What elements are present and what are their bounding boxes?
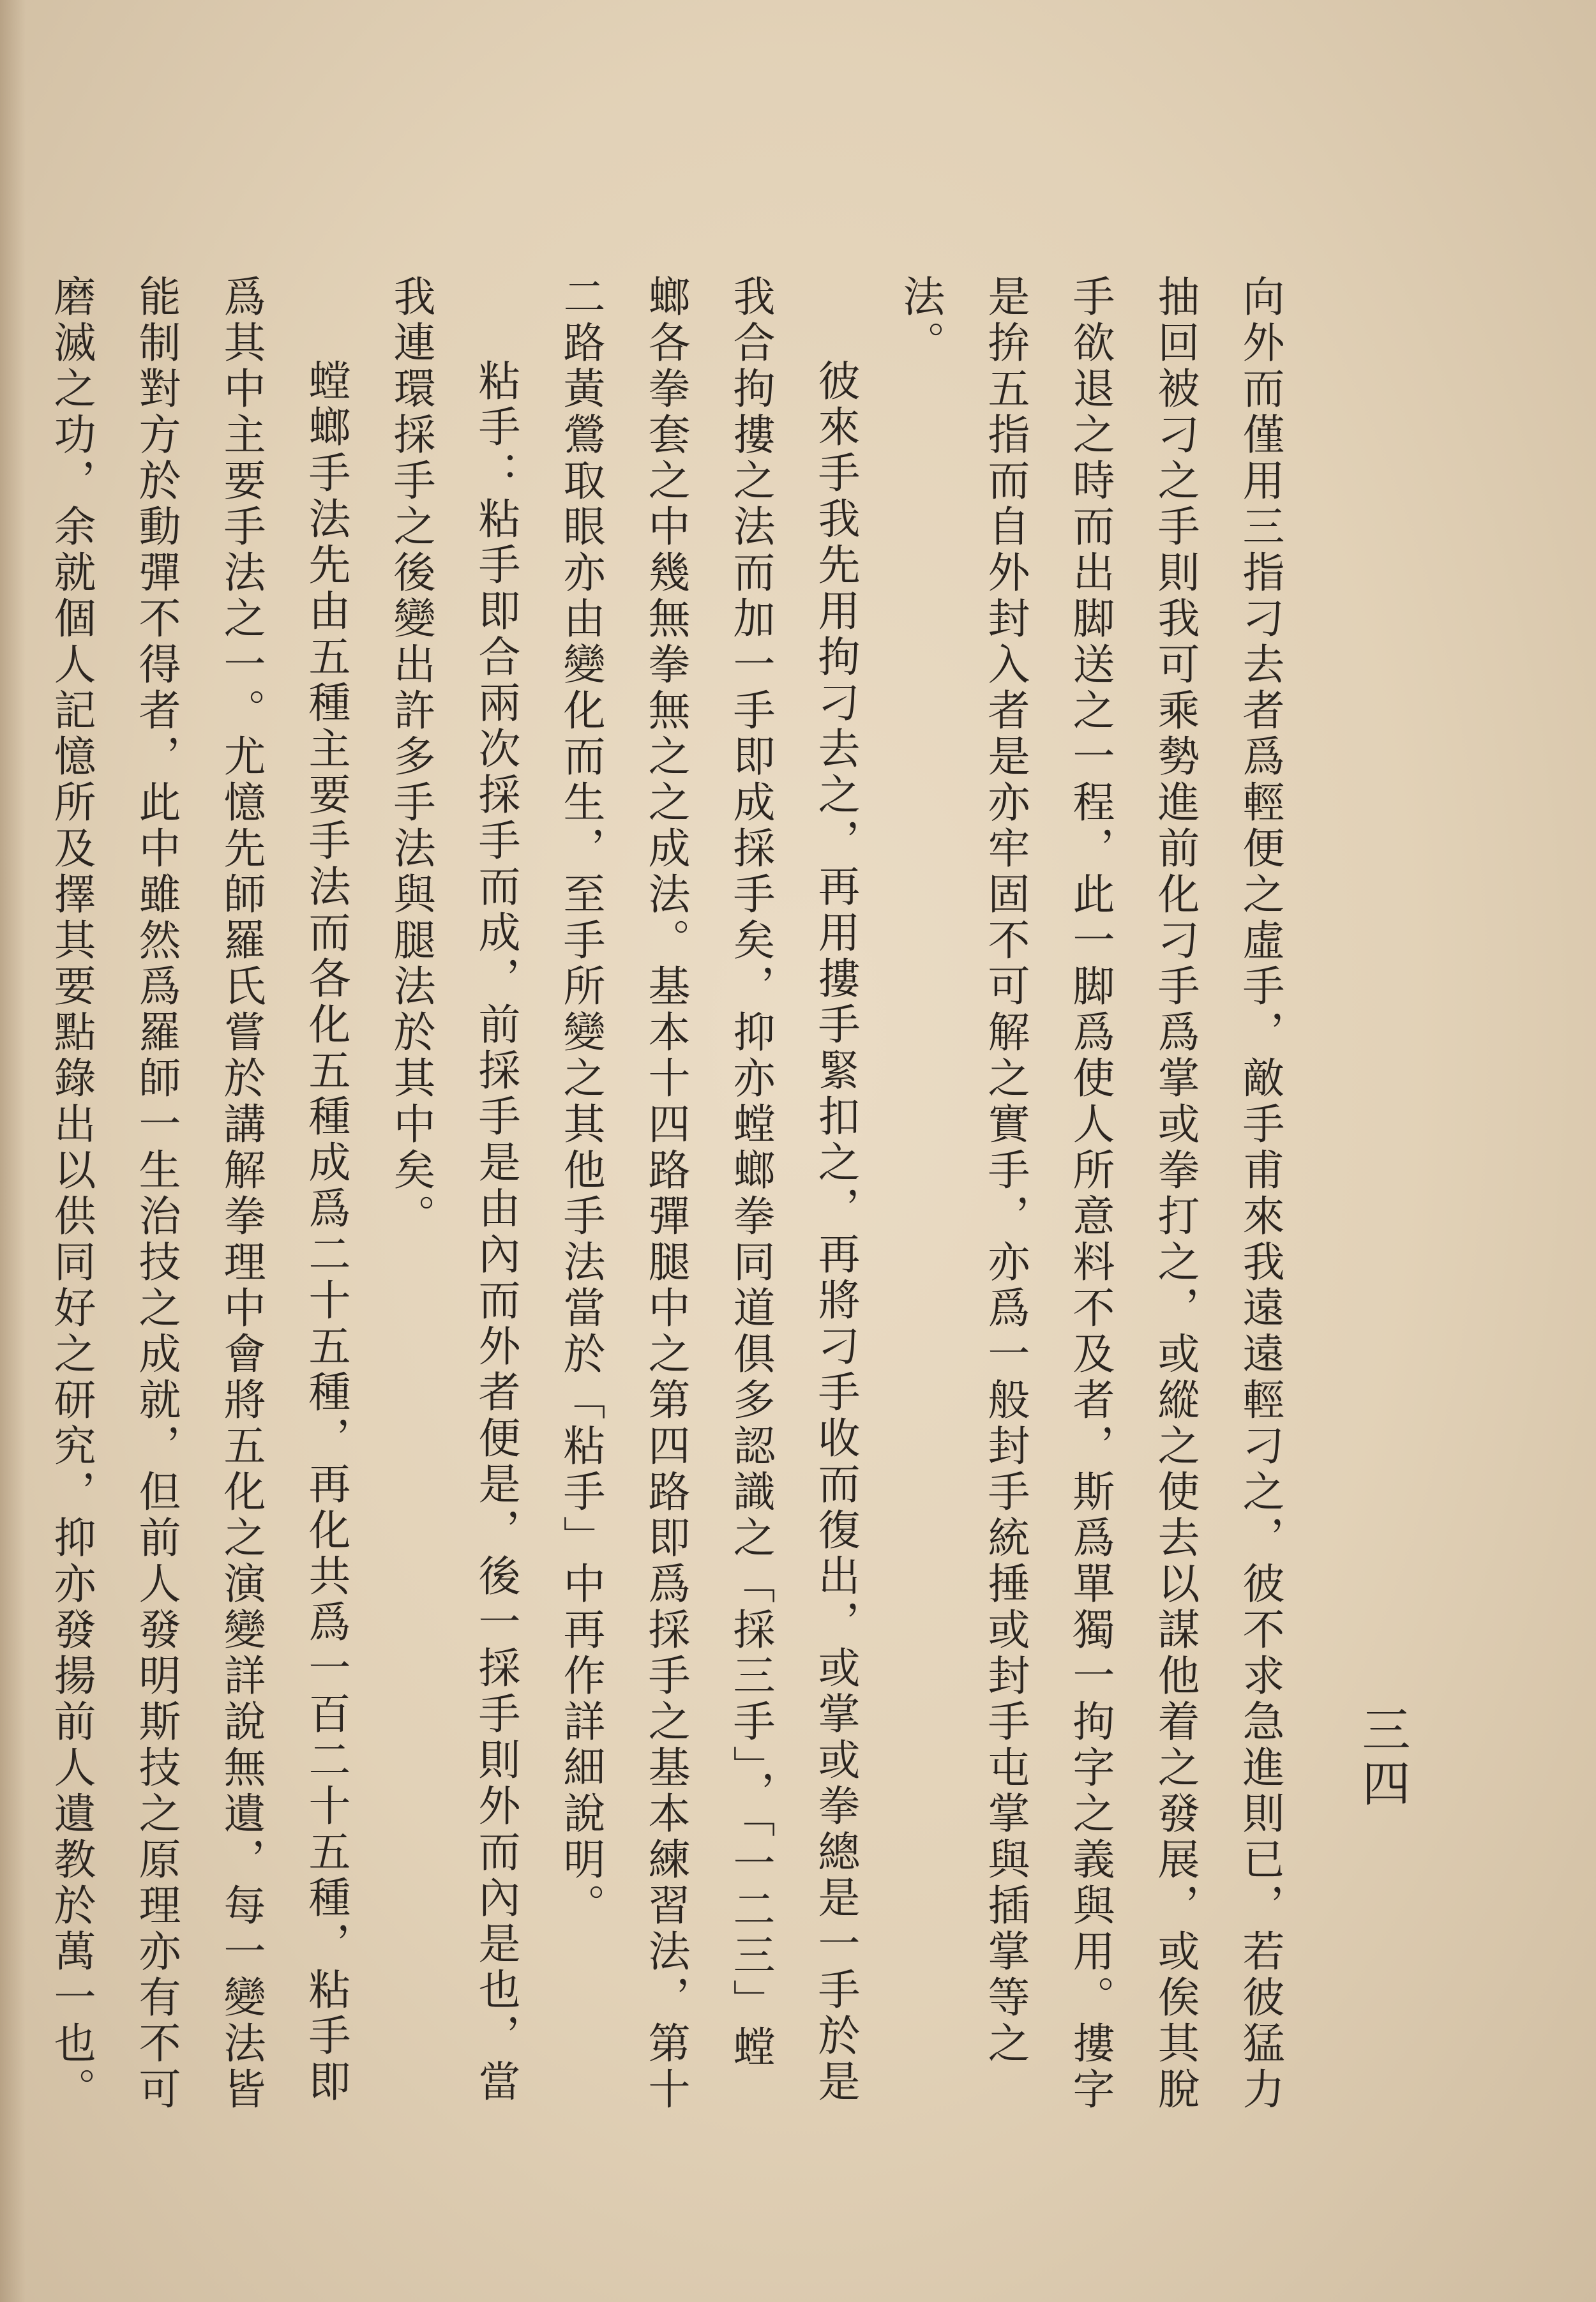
page-edge-shadow [0, 0, 26, 2302]
page-number: 三四 [1354, 1704, 1411, 1812]
paragraph-1: 向外而僅用三指刁去者爲輕便之虛手，敵手甫來我遠遠輕刁之，彼不求急進則已，若彼猛力抽回被刁之手則我可乘勢進前化刁手爲掌或拳打之，或縱之使去以謀他着之發展，或俟其脫手欲退之時而出脚送之一程，此一脚爲使人所意料不及者，斯爲單獨一拘字之義與用。摟字是拚五指而自外封入者是亦牢固不可解之實手，亦爲一般封手統捶或封手屯掌與插掌等之法。 [896, 275, 1284, 2113]
paragraph-2: 彼來手我先用拘刁去之，再用摟手緊扣之，再將刁手收而復出，或掌或拳總是一手於是我合拘摟之法而加一手即成採手矣，抑亦螳螂拳同道俱多認識之「採三手」，「一二三」螳螂各拳套之中幾無拳無之之成法。基本十四路彈腿中之第四路即爲採手之基本練習法，第十二路黃鶯取眼亦由變化而生，至手所變之其他手法當於「粘手」中再作詳細說明。 [556, 275, 860, 2113]
vertical-text-body [47, 275, 1302, 2113]
paragraph-4: 螳螂手法先由五種主要手法而各化五種成爲二十五種，再化共爲一百二十五種，粘手即爲其中主要手法之一。尤憶先師羅氏嘗於講解拳理中會將五化之演變詳說無遺，每一變法皆能制對方於動彈不得者，此中雖然爲羅師一生治技之成就，但前人發明斯技之原理亦有不可磨滅之功，余就個人記憶所及擇其要點錄出以供同好之研究，抑亦發揚前人遺教於萬一也。 [47, 275, 350, 2113]
paragraph-3: 粘手：粘手即合兩次採手而成，前採手是由內而外者便是，後一採手則外而內是也，當我連環採手之後變出許多手法與腿法於其中矣。 [386, 275, 520, 2105]
